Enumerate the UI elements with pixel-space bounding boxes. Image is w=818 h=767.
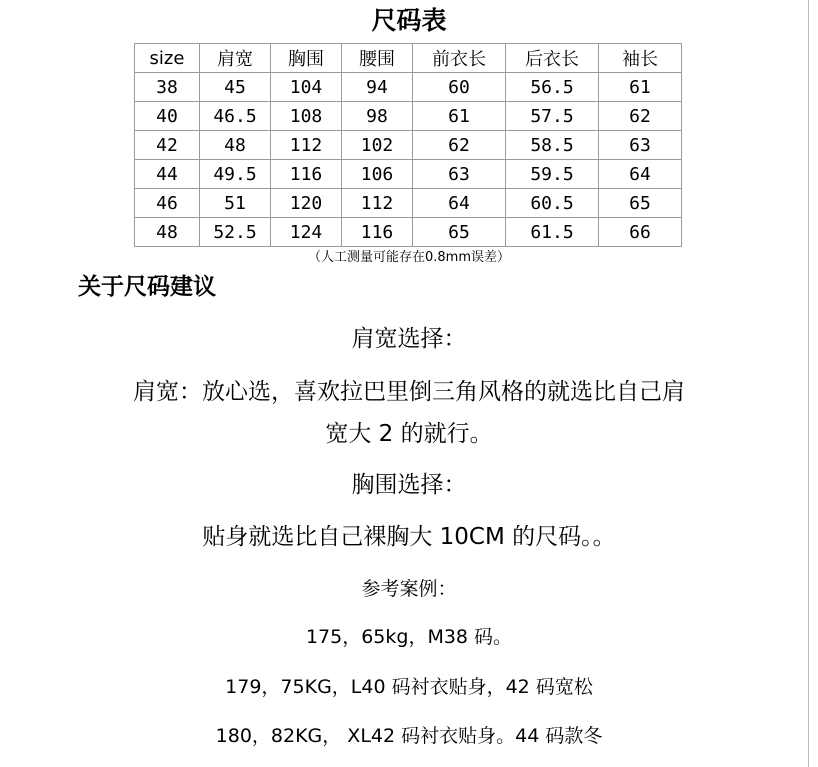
table-cell: 42 [135, 131, 200, 160]
table-cell: 56.5 [506, 73, 599, 102]
measurement-note: （人工测量可能存在0.8mm误差） [307, 250, 510, 265]
column-header-waist: 腰围 [342, 44, 413, 73]
shoulder-advice-line-1: 肩宽：放心选，喜欢拉巴里倒三角风格的就选比自己肩 [133, 379, 685, 405]
column-header-sleeve: 袖长 [599, 44, 682, 73]
table-cell: 98 [342, 102, 413, 131]
column-header-size: size [135, 44, 200, 73]
example-item: 179，75KG，L40 码衬衣贴身，42 码宽松 [225, 676, 593, 698]
table-cell: 63 [413, 160, 506, 189]
advice-heading: 关于尺码建议 [78, 274, 216, 300]
table-cell: 120 [271, 189, 342, 218]
column-header-shoulder: 肩宽 [200, 44, 271, 73]
table-cell: 52.5 [200, 218, 271, 247]
table-cell: 38 [135, 73, 200, 102]
example-item: 180，82KG， XL42 码衬衣贴身。44 码款冬 [215, 725, 603, 747]
table-cell: 62 [599, 102, 682, 131]
table-cell: 46 [135, 189, 200, 218]
table-cell: 63 [599, 131, 682, 160]
table-cell: 58.5 [506, 131, 599, 160]
table-row [135, 102, 682, 131]
table-cell: 108 [271, 102, 342, 131]
table-cell: 104 [271, 73, 342, 102]
table-cell: 124 [271, 218, 342, 247]
table-cell: 61 [599, 73, 682, 102]
table-cell: 60.5 [506, 189, 599, 218]
table-header-row [135, 44, 682, 73]
table-cell: 60 [413, 73, 506, 102]
chest-advice: 贴身就选比自己裸胸大 10CM 的尺码。。 [202, 524, 616, 550]
table-cell: 64 [413, 189, 506, 218]
table-cell: 49.5 [200, 160, 271, 189]
page-title: 尺码表 [371, 6, 447, 35]
shoulder-heading: 肩宽选择： [351, 326, 467, 352]
table-row [135, 131, 682, 160]
table-cell: 61 [413, 102, 506, 131]
table-cell: 65 [413, 218, 506, 247]
examples-heading: 参考案例： [361, 578, 457, 600]
table-cell: 59.5 [506, 160, 599, 189]
table-cell: 112 [271, 131, 342, 160]
table-cell: 46.5 [200, 102, 271, 131]
size-chart-table [134, 43, 682, 247]
table-cell: 116 [271, 160, 342, 189]
table-cell: 65 [599, 189, 682, 218]
table-row [135, 73, 682, 102]
table-cell: 57.5 [506, 102, 599, 131]
table-cell: 94 [342, 73, 413, 102]
column-header-back-length: 后衣长 [506, 44, 599, 73]
table-cell: 62 [413, 131, 506, 160]
table-cell: 66 [599, 218, 682, 247]
table-cell: 48 [200, 131, 271, 160]
column-header-chest: 胸围 [271, 44, 342, 73]
shoulder-advice-line-2: 宽大 2 的就行。 [325, 421, 493, 447]
table-row [135, 218, 682, 247]
table-cell: 45 [200, 73, 271, 102]
table-row [135, 160, 682, 189]
table-cell: 106 [342, 160, 413, 189]
table-cell: 64 [599, 160, 682, 189]
column-header-front-length: 前衣长 [413, 44, 506, 73]
table-cell: 112 [342, 189, 413, 218]
table-cell: 48 [135, 218, 200, 247]
table-cell: 61.5 [506, 218, 599, 247]
table-cell: 44 [135, 160, 200, 189]
table-cell: 51 [200, 189, 271, 218]
table-cell: 116 [342, 218, 413, 247]
table-cell: 102 [342, 131, 413, 160]
table-cell: 40 [135, 102, 200, 131]
example-item: 175，65kg，M38 码。 [305, 626, 513, 648]
chest-heading: 胸围选择： [351, 472, 467, 498]
table-row [135, 189, 682, 218]
